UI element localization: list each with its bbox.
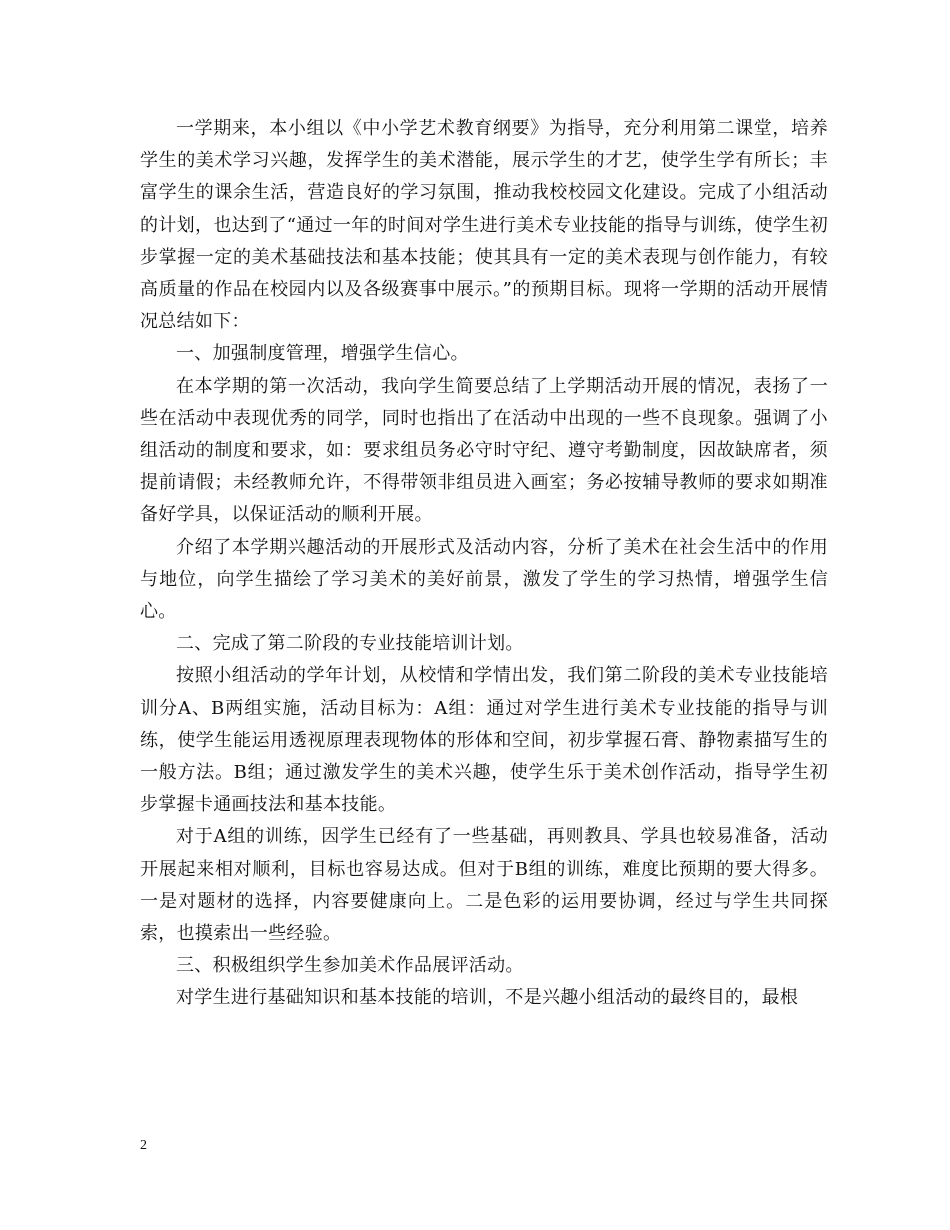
section-heading-3: 三、积极组织学生参加美术作品展评活动。 xyxy=(176,955,524,977)
document-body xyxy=(140,113,828,1015)
paragraph-section-2-b: 对于A组的训练，因学生已经有了一些基础，再则教具、学具也较易准备，活动开展起来相对顺利，目标也容易达成。但对于B组的训练，难度比预期的要大得多。一是对题材的选择，内容要健康向上。二是色彩的运用要协调，经过与学生共同探索，也摸索出一些经验。 xyxy=(140,826,828,945)
paragraph-section-1-a: 在本学期的第一次活动，我向学生简要总结了上学期活动开展的情况，表扬了一些在活动中表现优秀的同学，同时也指出了在活动中出现的一些不良现象。强调了小组活动的制度和要求，如：要求组员务必守时守纪、遵守考勤制度，因故缺席者，须提前请假；未经教师允许，不得带领非组员进入画室；务必按辅导教师的要求如期准备好学具，以保证活动的顺利开展。 xyxy=(140,375,828,526)
paragraph-section-2-a: 按照小组活动的学年计划，从校情和学情出发，我们第二阶段的美术专业技能培训分A、B两组实施，活动目标为：A组：通过对学生进行美术专业技能的指导与训练，使学生能运用透视原理表现物体的形体和空间，初步掌握石膏、静物素描写生的一般方法。B组；通过激发学生的美术兴趣，使学生乐于美术创作活动，指导学生初步掌握卡通画技法和基本技能。 xyxy=(140,665,828,816)
section-heading-1: 一、加强制度管理，增强学生信心。 xyxy=(176,343,469,365)
paragraph-section-1-b: 介绍了本学期兴趣活动的开展形式及活动内容，分析了美术在社会生活中的作用与地位，向学生描绘了学习美术的美好前景，激发了学生的学习热情，增强学生信心。 xyxy=(140,536,828,623)
paragraph-intro: 一学期来，本小组以《中小学艺术教育纲要》为指导，充分利用第二课堂，培养学生的美术学习兴趣，发挥学生的美术潜能，展示学生的才艺，使学生学有所长；丰富学生的课余生活，营造良好的学习氛围，推动我校校园文化建设。完成了小组活动的计划，也达到了“通过一年的时间对学生进行美术专业技能的指导与训练，使学生初步掌握一定的美术基础技法和基本技能；使其具有一定的美术表现与创作能力，有较高质量的作品在校园内以及各级赛事中展示。”的预期目标。现将一学期的活动开展情况总结如下： xyxy=(140,118,828,333)
paragraph-section-3-a: 对学生进行基础知识和基本技能的培训，不是兴趣小组活动的最终目的，最根 xyxy=(176,987,799,1009)
page-number: 2 xyxy=(140,1138,147,1153)
section-heading-2: 二、完成了第二阶段的专业技能培训计划。 xyxy=(176,633,524,655)
